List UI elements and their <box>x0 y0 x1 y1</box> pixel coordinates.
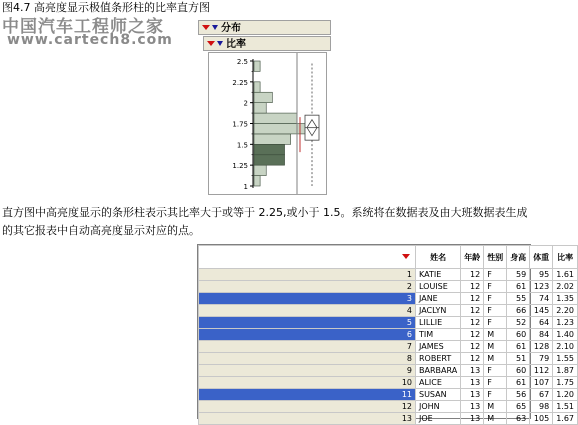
red-triangle-menu-icon[interactable] <box>402 254 410 259</box>
watermark-url: www.cartech8.com <box>7 32 173 48</box>
distribution-report <box>198 20 331 196</box>
cell-weight[interactable]: 67 <box>530 389 553 401</box>
cell-height[interactable]: 55 <box>507 293 530 305</box>
cell-name[interactable]: JACLYN <box>416 305 461 317</box>
cell-ratio[interactable]: 2.20 <box>553 305 578 317</box>
cell-name[interactable]: LOUISE <box>416 281 461 293</box>
ratio-histogram-chart[interactable] <box>209 53 326 194</box>
cell-weight[interactable]: 145 <box>530 305 553 317</box>
table-row[interactable] <box>199 305 578 317</box>
column-header-height[interactable]: 身高 <box>507 246 530 269</box>
cell-weight[interactable]: 79 <box>530 353 553 365</box>
cell-ratio[interactable]: 1.51 <box>553 401 578 413</box>
cell-age[interactable]: 13 <box>461 365 484 377</box>
cell-height[interactable]: 52 <box>507 317 530 329</box>
cell-weight[interactable]: 84 <box>530 329 553 341</box>
row-number-cell[interactable]: 12 <box>199 401 416 413</box>
cell-age[interactable]: 12 <box>461 353 484 365</box>
column-header-age[interactable]: 年龄 <box>461 246 484 269</box>
cell-height[interactable]: 66 <box>507 305 530 317</box>
histogram-bar <box>254 61 260 71</box>
cell-age[interactable]: 13 <box>461 413 484 425</box>
cell-ratio[interactable]: 1.61 <box>553 269 578 281</box>
cell-age[interactable]: 13 <box>461 401 484 413</box>
histogram-bar <box>254 165 266 175</box>
cell-sex[interactable]: F <box>484 269 507 281</box>
table-row[interactable] <box>199 365 578 377</box>
row-number-cell[interactable]: 5 <box>199 317 416 329</box>
outline-ratio[interactable] <box>203 36 331 51</box>
histogram-bar <box>254 103 266 113</box>
cell-name[interactable]: SUSAN <box>416 389 461 401</box>
column-header-name[interactable]: 姓名 <box>416 246 461 269</box>
disclosure-icon[interactable] <box>217 41 223 46</box>
row-number-cell[interactable]: 10 <box>199 377 416 389</box>
table-row[interactable] <box>199 269 578 281</box>
table-row[interactable] <box>199 281 578 293</box>
row-number-cell[interactable]: 9 <box>199 365 416 377</box>
cell-age[interactable]: 12 <box>461 305 484 317</box>
cell-name[interactable]: TIM <box>416 329 461 341</box>
red-triangle-menu-icon[interactable] <box>202 25 210 30</box>
cell-ratio[interactable]: 1.55 <box>553 353 578 365</box>
cell-ratio[interactable]: 1.20 <box>553 389 578 401</box>
row-number-cell[interactable]: 1 <box>199 269 416 281</box>
cell-name[interactable]: ROBERT <box>416 353 461 365</box>
y-tick-label: 1 <box>243 183 248 191</box>
data-grid-area <box>198 245 574 423</box>
body-paragraph: 直方图中高亮度显示的条形柱表示其比率大于或等于 2.25,或小于 1.5。系统将在数据表及由大班数据表生成的其它报表中自动高亮度显示对应的点。 <box>2 206 528 237</box>
cell-height[interactable]: 61 <box>507 341 530 353</box>
cell-height[interactable]: 59 <box>507 269 530 281</box>
cell-height[interactable]: 60 <box>507 329 530 341</box>
outline-distribution-title: 分布 <box>221 23 241 34</box>
cell-weight[interactable]: 98 <box>530 401 553 413</box>
row-number-cell[interactable]: 6 <box>199 329 416 341</box>
cell-ratio[interactable]: 1.87 <box>553 365 578 377</box>
cell-sex[interactable]: F <box>484 377 507 389</box>
cell-age[interactable]: 13 <box>461 377 484 389</box>
table-row[interactable] <box>199 317 578 329</box>
cell-ratio[interactable]: 2.02 <box>553 281 578 293</box>
y-tick-label: 1.75 <box>232 120 248 129</box>
table-row[interactable] <box>199 389 578 401</box>
cell-ratio[interactable]: 2.10 <box>553 341 578 353</box>
disclosure-icon[interactable] <box>212 25 218 30</box>
cell-age[interactable]: 13 <box>461 389 484 401</box>
cell-age[interactable]: 12 <box>461 317 484 329</box>
row-number-cell[interactable]: 8 <box>199 353 416 365</box>
cell-age[interactable]: 12 <box>461 269 484 281</box>
table-row[interactable] <box>199 329 578 341</box>
cell-weight[interactable]: 64 <box>530 317 553 329</box>
row-number-cell[interactable]: 2 <box>199 281 416 293</box>
cell-age[interactable]: 12 <box>461 329 484 341</box>
histogram-bar <box>254 113 297 123</box>
table-row[interactable] <box>199 293 578 305</box>
column-header-ratio[interactable]: 比率 <box>553 246 578 269</box>
outline-ratio-title: 比率 <box>226 39 246 50</box>
outline-distribution[interactable] <box>198 20 331 35</box>
cell-ratio[interactable]: 1.35 <box>553 293 578 305</box>
cell-sex[interactable]: F <box>484 281 507 293</box>
cell-height[interactable]: 61 <box>507 281 530 293</box>
cell-height[interactable]: 65 <box>507 401 530 413</box>
histogram-bar <box>254 134 291 144</box>
cell-name[interactable]: JOHN <box>416 401 461 413</box>
row-number-cell[interactable]: 3 <box>199 293 416 305</box>
cell-age[interactable]: 12 <box>461 293 484 305</box>
row-number-cell[interactable]: 4 <box>199 305 416 317</box>
cell-sex[interactable]: M <box>484 413 507 425</box>
cell-name[interactable]: JAMES <box>416 341 461 353</box>
corner-cell[interactable] <box>199 246 416 269</box>
column-header-weight[interactable]: 体重 <box>530 246 553 269</box>
data-grid <box>198 245 578 425</box>
cell-name[interactable]: KATIE <box>416 269 461 281</box>
red-triangle-menu-icon[interactable] <box>207 41 215 46</box>
cell-age[interactable]: 12 <box>461 341 484 353</box>
table-row[interactable] <box>199 413 578 425</box>
y-tick-label: 2 <box>243 99 248 108</box>
cell-sex[interactable]: F <box>484 389 507 401</box>
table-row[interactable] <box>199 341 578 353</box>
histogram-frame <box>208 52 327 195</box>
cell-name[interactable]: LILLIE <box>416 317 461 329</box>
row-number-cell[interactable]: 11 <box>199 389 416 401</box>
cell-weight[interactable]: 123 <box>530 281 553 293</box>
table-row[interactable] <box>199 353 578 365</box>
cell-name[interactable]: JOE <box>416 413 461 425</box>
cell-ratio[interactable]: 1.67 <box>553 413 578 425</box>
cell-sex[interactable]: M <box>484 401 507 413</box>
histogram-bar <box>254 176 260 186</box>
cell-height[interactable]: 56 <box>507 389 530 401</box>
row-number-cell[interactable]: 7 <box>199 341 416 353</box>
cell-weight[interactable]: 74 <box>530 293 553 305</box>
cell-height[interactable]: 51 <box>507 353 530 365</box>
histogram-bar <box>254 92 272 102</box>
watermark-chinese: 中国汽车工程师之家 <box>2 17 164 37</box>
cell-sex[interactable]: F <box>484 317 507 329</box>
cell-sex[interactable]: F <box>484 365 507 377</box>
cell-age[interactable]: 12 <box>461 281 484 293</box>
histogram-bar-highlighted <box>254 144 285 154</box>
data-table-window <box>197 244 574 423</box>
y-tick-label: 2.25 <box>232 78 248 87</box>
cell-name[interactable]: JANE <box>416 293 461 305</box>
table-row[interactable] <box>199 401 578 413</box>
y-tick-label: 2.5 <box>236 58 248 66</box>
cell-name[interactable]: BARBARA <box>416 365 461 377</box>
cell-weight[interactable]: 112 <box>530 365 553 377</box>
histogram-bar <box>254 82 260 92</box>
cell-height[interactable]: 60 <box>507 365 530 377</box>
histogram-bar <box>254 124 309 134</box>
column-header-sex[interactable]: 性别 <box>484 246 507 269</box>
histogram-bar-highlighted <box>254 155 285 165</box>
table-row[interactable] <box>199 377 578 389</box>
cell-name[interactable]: ALICE <box>416 377 461 389</box>
cell-ratio[interactable]: 1.23 <box>553 317 578 329</box>
cell-weight[interactable]: 95 <box>530 269 553 281</box>
cell-sex[interactable]: M <box>484 329 507 341</box>
cell-ratio[interactable]: 1.40 <box>553 329 578 341</box>
cell-sex[interactable]: M <box>484 353 507 365</box>
cell-sex[interactable]: F <box>484 305 507 317</box>
y-tick-label: 1.5 <box>236 141 248 150</box>
cell-weight[interactable]: 128 <box>530 341 553 353</box>
cell-weight[interactable]: 107 <box>530 377 553 389</box>
cell-sex[interactable]: F <box>484 293 507 305</box>
y-tick-label: 1.25 <box>232 162 248 171</box>
cell-sex[interactable]: M <box>484 341 507 353</box>
figure-caption: 图4.7 高亮度显示极值条形柱的比率直方图 <box>2 1 210 14</box>
cell-height[interactable]: 61 <box>507 377 530 389</box>
cell-height[interactable]: 63 <box>507 413 530 425</box>
row-number-cell[interactable]: 13 <box>199 413 416 425</box>
cell-weight[interactable]: 105 <box>530 413 553 425</box>
cell-ratio[interactable]: 1.75 <box>553 377 578 389</box>
